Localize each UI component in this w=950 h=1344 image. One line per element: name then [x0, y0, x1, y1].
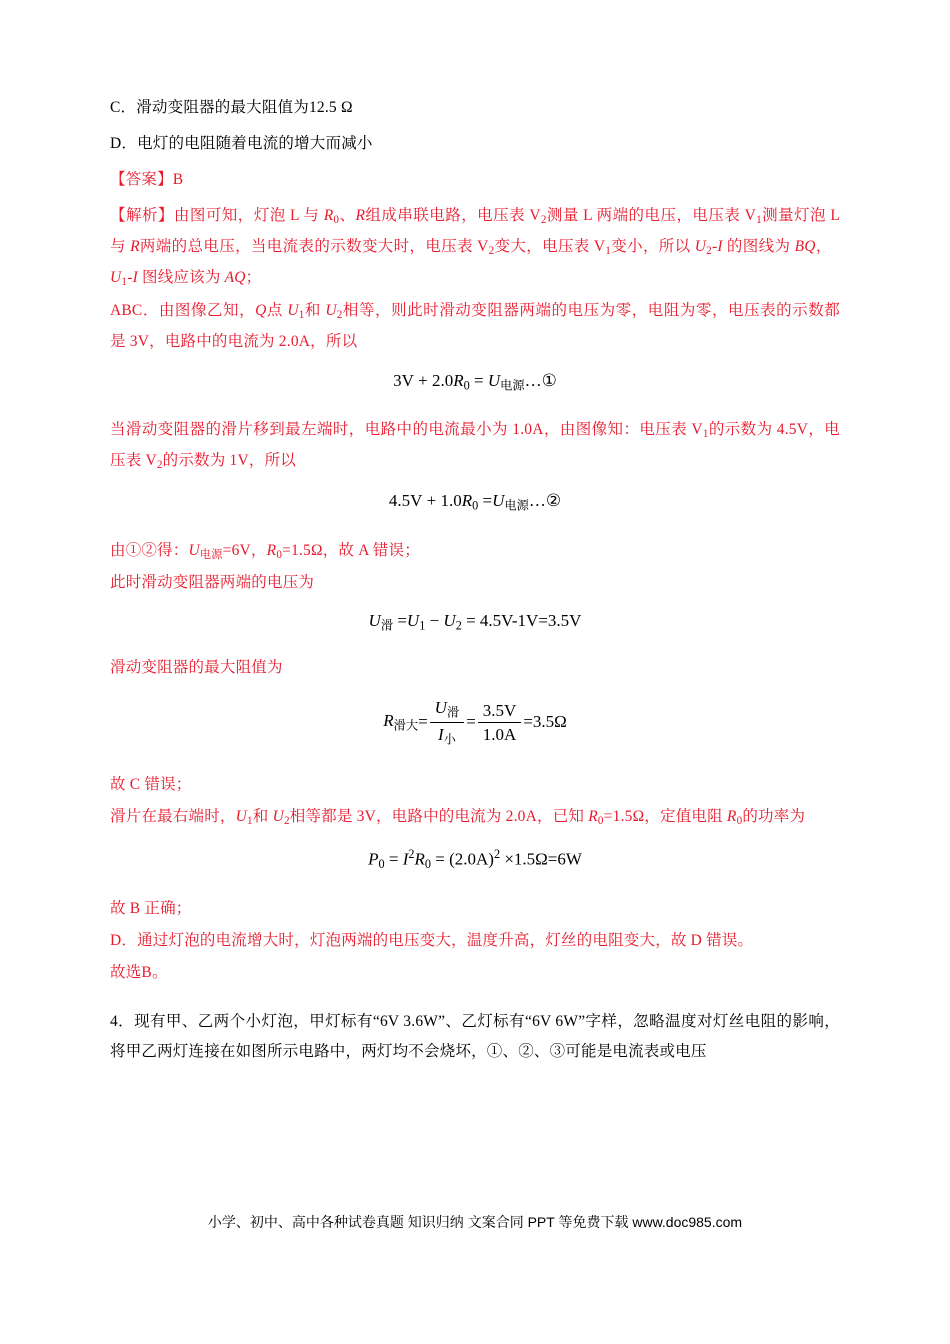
analysis-paragraph-1: 【解析】由图可知，灯泡 L 与 $R_0$、R组成串联电路，电压表 $V_2$测量 L 两端的电压，电压表 $V_1$测量灯泡 L 与 R两端的总电压，当电流表的示数变大时，电压表 $V_2$变大，电压表 $V_1$变小，所以 $U_2-I$ 的图线为 BQ， $U_1-I$ 图线应该为 AQ；	[110, 207, 841, 289]
analysis-paragraph-5: 此时滑动变阻器两端的电压为	[110, 574, 315, 592]
equation-3: $U_滑 =U_1 - U_2 = 4.5V-1V=3.5V$	[368, 610, 582, 633]
footer-text: 小学、初中、高中各种试卷真题 知识归纳 文案合同 PPT 等免费下载 www.doc985.com	[207, 1214, 743, 1230]
footer-promo	[0, 1212, 950, 1232]
analysis-paragraph-3: 当滑动变阻器的滑片移到最左端时，电路中的电流最小为 1.0A，由图像知：电压表 $V_1$的示数为 4.5V，电压表 $V_2$的示数为 1V，所以	[110, 421, 840, 472]
answer-line: 【答案】B	[110, 171, 184, 189]
equation-4: $R_{滑大}=$ $\frac{U_滑}{I_小}$ = $\frac{3.5V}{1.0A}$ =3.5Ω	[383, 698, 567, 747]
question-4: 4．现有甲、乙两个小灯泡，甲灯标有“6V 3.6W”、乙灯标有“6V 6W”字样，忽略温度对灯丝电阻的影响，将甲乙两灯连接在如图所示电路中，两灯均不会烧坏，①、②、③可能是电流表或电压	[110, 1012, 840, 1060]
analysis-paragraph-9: 故 B 正确；	[110, 899, 192, 917]
equation-5: $P_0 = I^2R_0 = (2.0A)^2 \times 1.5\Omega=6W$	[368, 846, 582, 871]
option-d: D．电灯的电阻随着电流的增大而减小	[110, 135, 373, 153]
analysis-paragraph-6: 滑动变阻器的最大阻值为	[110, 659, 283, 677]
analysis-paragraph-10: D．通过灯泡的电流增大时，灯泡两端的电压变大，温度升高，灯丝的电阻变大，故 D 错误。	[110, 932, 754, 950]
equation-1: $3V + 2.0R_0$ = $U_{电源}\dots ①$	[393, 370, 557, 393]
analysis-paragraph-4: 由①②得：$U_{电源}=6V$，$R_0=1.5\Omega$，故 A 错误；	[110, 541, 420, 561]
analysis-paragraph-7: 故 C 错误；	[110, 775, 192, 793]
analysis-paragraph-2: ABC．由图像乙知，Q点 $U_1$和 $U_2$相等，则此时滑动变阻器两端的电压为零，电阻为零，电压表的示数都是 3V，电路中的电流为 2.0A，所以	[110, 301, 841, 350]
analysis-paragraph-11: 故选B。	[110, 964, 168, 982]
option-c: C．滑动变阻器的最大阻值为12.5 Ω	[110, 99, 353, 116]
equation-2: $4.5V + 1.0R_0$ $=U_{电源}\dots ②$	[388, 491, 562, 513]
analysis-paragraph-8: 滑片在最右端时，$U_1$和 $U_2$相等都是 3V，电路中的电流为 2.0A，已知 $R_0=1.5\Omega$，定值电阻 $R_0$的功率为	[110, 807, 806, 827]
